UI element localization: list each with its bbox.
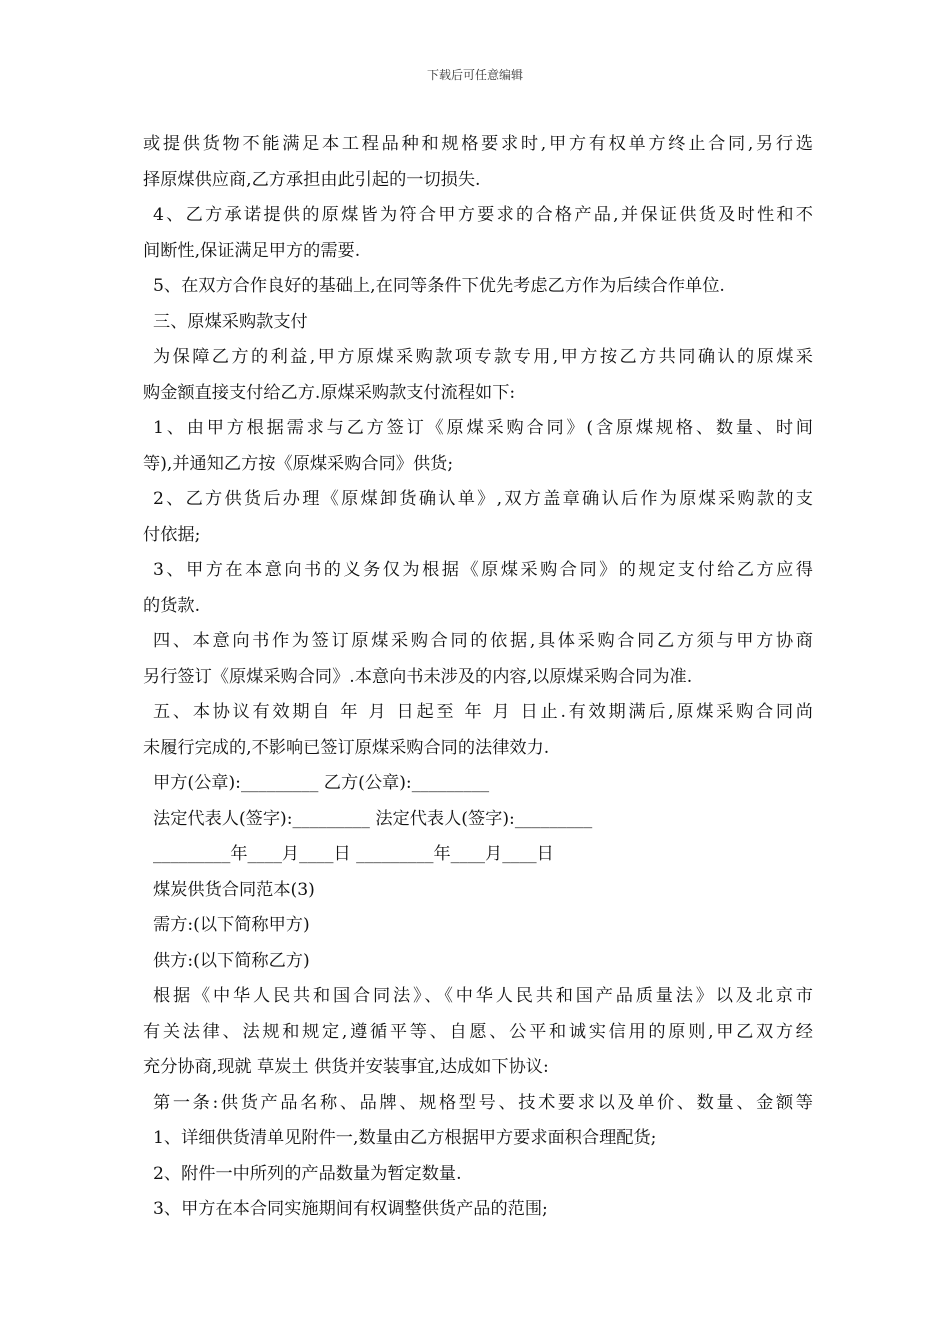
text-line: 购金额直接支付给乙方.原煤采购款支付流程如下: [143, 382, 516, 403]
text-line: 2、附件一中所列的产品数量为暂定数量. [153, 1163, 462, 1184]
text-line: 5、在双方合作良好的基础上,在同等条件下优先考虑乙方作为后续合作单位. [153, 276, 725, 296]
text-line: 法定代表人(签字):_________ 法定代表人(签字):_________ [153, 808, 593, 829]
text-line: 第一条:供货产品名称、品牌、规格型号、技术要求以及单价、数量、金额等 [153, 1092, 813, 1113]
text-line: 或提供货物不能满足本工程品种和规格要求时,甲方有权单方终止合同,另行选 [143, 134, 813, 154]
text-line: 3、甲方在本意向书的义务仅为根据《原煤采购合同》的规定支付给乙方应得 [153, 560, 813, 580]
text-line: 供方:(以下简称乙方) [153, 950, 310, 971]
text-line: 另行签订《原煤采购合同》.本意向书未涉及的内容,以原煤采购合同为准. [143, 666, 693, 687]
text-line: 间断性,保证满足甲方的需要. [143, 240, 361, 261]
text-line: _________年____月____日 _________年____月____日 [153, 844, 554, 864]
text-line: 甲方(公章):_________ 乙方(公章):_________ [153, 773, 490, 793]
text-line: 付依据; [143, 524, 201, 545]
text-line: 4、乙方承诺提供的原煤皆为符合甲方要求的合格产品,并保证供货及时性和不 [153, 205, 813, 225]
text-line: 3、甲方在本合同实施期间有权调整供货产品的范围; [153, 1199, 548, 1219]
text-line: 未履行完成的,不影响已签订原煤采购合同的法律效力. [143, 737, 550, 758]
text-line: 1、详细供货清单见附件一,数量由乙方根据甲方要求面积合理配货; [153, 1128, 657, 1148]
text-line: 2、乙方供货后办理《原煤卸货确认单》,双方盖章确认后作为原煤采购款的支 [153, 489, 813, 509]
text-line: 1、由甲方根据需求与乙方签订《原煤采购合同》(含原煤规格、数量、时间 [153, 418, 813, 438]
page-header: 下载后可任意编辑 [426, 68, 523, 82]
text-line: 需方:(以下简称甲方) [153, 915, 310, 935]
text-line: 充分协商,现就 草炭土 供货并安装事宜,达成如下协议: [143, 1057, 549, 1077]
text-line: 三、原煤采购款支付 [153, 311, 308, 332]
text-line: 五、本协议有效期自 年 月 日起至 年 月 日止.有效期满后,原煤采购合同尚 [153, 702, 813, 722]
text-line: 的货款. [143, 595, 201, 616]
document-body [143, 127, 813, 1228]
text-line: 择原煤供应商,乙方承担由此引起的一切损失. [143, 169, 481, 190]
text-line: 根据《中华人民共和国合同法》、《中华人民共和国产品质量法》以及北京市 [153, 986, 813, 1006]
text-line: 等),并通知乙方按《原煤采购合同》供货; [143, 453, 454, 474]
text-line: 四、本意向书作为签订原煤采购合同的依据,具体采购合同乙方须与甲方协商 [153, 631, 813, 651]
text-line: 煤炭供货合同范本(3) [153, 879, 315, 900]
text-line: 有关法律、法规和规定,遵循平等、自愿、公平和诚实信用的原则,甲乙双方经 [143, 1021, 813, 1042]
text-line: 为保障乙方的利益,甲方原煤采购款项专款专用,甲方按乙方共同确认的原煤采 [153, 347, 813, 367]
